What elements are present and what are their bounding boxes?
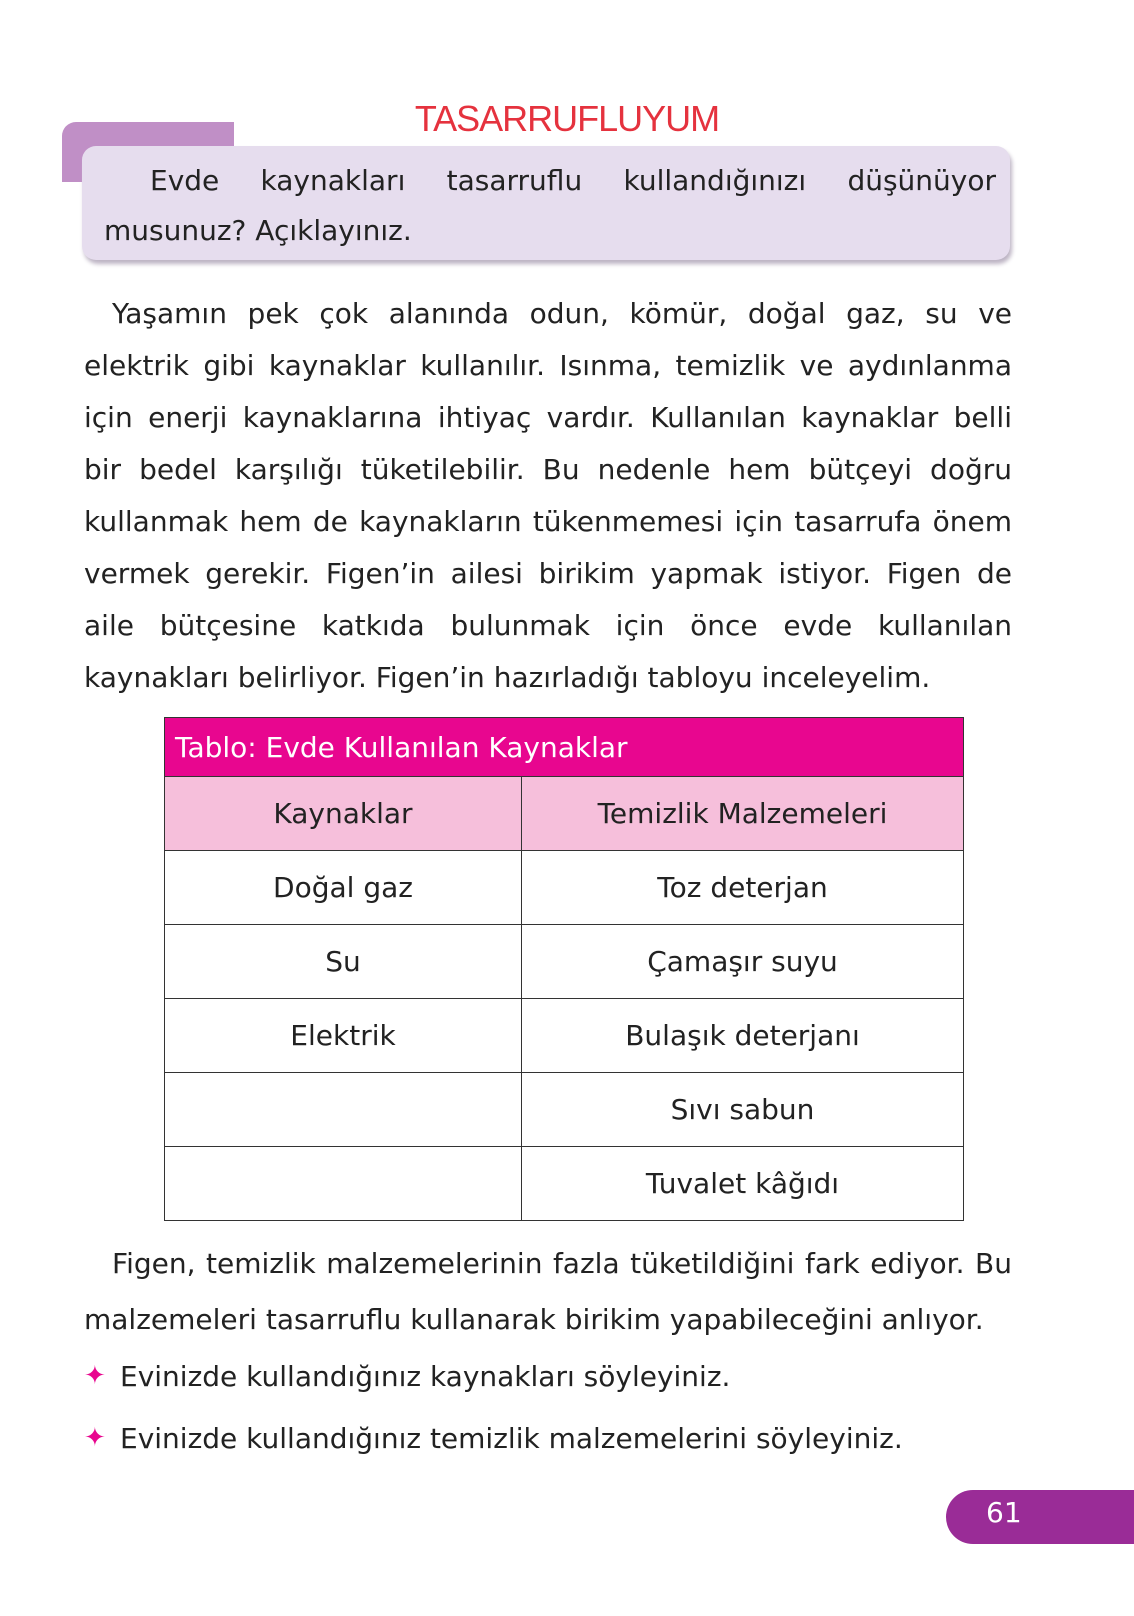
table-row [165,1147,964,1221]
table-header-row [165,777,964,851]
list-item [84,1407,1024,1469]
table-cell: Toz deterjan [522,851,964,925]
table-row [165,999,964,1073]
table-cell: Elektrik [165,999,522,1073]
star-bullet-icon: ✦ [84,1361,106,1391]
table-caption: Tablo: Evde Kullanılan Kaynaklar [165,718,964,777]
page-number: 61 [986,1496,1022,1529]
table-cell: Çamaşır suyu [522,925,964,999]
followup-paragraph: Figen, temizlik malzemelerinin fazla tüketildiğini fark ediyor. Bu malzemeleri tasarruflu kullanarak birikim yapabileceğini anlıyor. [84,1247,1012,1336]
table-cell [165,1147,522,1221]
header-resources: Kaynaklar [165,777,522,851]
table-cell: Doğal gaz [165,851,522,925]
header-cleaning-supplies: Temizlik Malzemeleri [522,777,964,851]
table-row [165,851,964,925]
resources-table [164,717,964,1221]
list-item [84,1345,1024,1407]
table-cell [165,1073,522,1147]
question-text: Evde kaynakları tasarruflu kullandığınızı düşünüyor musunuz? Açıklayınız. [104,164,996,247]
intro-paragraph: Yaşamın pek çok alanında odun, kömür, doğal gaz, su ve elektrik gibi kaynaklar kullanılır. Isınma, temizlik ve aydınlanma için enerji kaynaklarına ihtiyaç vardır. Kullanılan kaynaklar belli bir bedel karşılığı tüketilebilir. Bu nedenle hem bütçeyi doğru kullanmak hem de kaynakların tükenmemesi için tasarrufa önem vermek gerekir. Figen’in ailesi birikim yapmak istiyor. Figen de aile bütçesine katkıda bulunmak için önce evde kullanılan kaynakları belirliyor. Figen’in hazırladığı tabloyu inceleyelim. [84,297,1012,694]
table-cell: Tuvalet kâğıdı [522,1147,964,1221]
star-bullet-icon: ✦ [84,1423,106,1453]
bullet-text: Evinizde kullandığınız kaynakları söyleyiniz. [120,1359,731,1393]
page-title: TASARRUFLUYUM [414,98,720,139]
table-row [165,1073,964,1147]
table-cell: Su [165,925,522,999]
bullet-text: Evinizde kullandığınız temizlik malzemelerini söyleyiniz. [120,1421,903,1455]
table-row [165,925,964,999]
bullet-list [84,1345,1024,1469]
table-caption-row [165,718,964,777]
table-cell: Sıvı sabun [522,1073,964,1147]
table-cell: Bulaşık deterjanı [522,999,964,1073]
page-number-tab [946,1490,1134,1544]
